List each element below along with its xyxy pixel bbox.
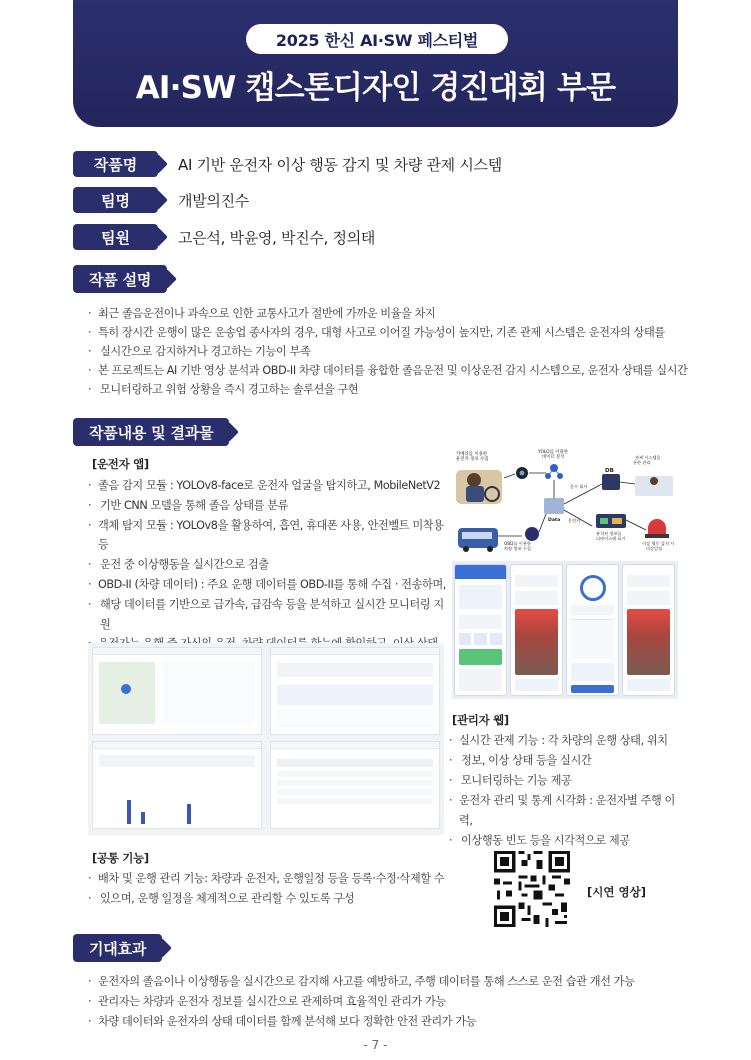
list-item	[88, 496, 448, 516]
info-value: AI 기반 운전자 이상 행동 감지 및 차량 관제 시스템	[178, 155, 502, 174]
list-item: · 본 프로젝트는 AI 기반 영상 분석과 OBD-II 차량 데이터를 융합한 졸음운전 및 이상운전 감지 시스템으로, 운전자 상태를 실시간	[88, 361, 688, 380]
list-item: · 차량 데이터와 운전자의 상태 데이터를 함께 분석해 보다 정확한 안전 관리가 가능	[88, 1012, 708, 1032]
driver-car-illustration	[456, 470, 502, 504]
phone-screenshots	[452, 561, 678, 699]
web-screen-list	[270, 647, 440, 735]
phone-screen-drive	[510, 564, 563, 696]
section-description-heading: 작품 설명	[73, 265, 167, 293]
demo-video-qr-code[interactable]	[494, 851, 570, 927]
web-screen-map	[92, 647, 262, 735]
section-results-heading: 작품내용 및 결과물	[73, 418, 229, 446]
list-item: · 졸음 감지 모듈 : YOLOv8-face로 운전자 얼굴을 탐지하고, MobileNetV2	[88, 476, 448, 496]
db-icon	[602, 474, 620, 490]
manager-label-2: 통한 관리	[633, 460, 651, 465]
info-row-title	[73, 150, 502, 178]
obd-icon	[525, 527, 539, 541]
list-item-cont: 운전 중 이상행동을 실시간으로 검출	[100, 558, 269, 572]
phone-screen-alert	[622, 564, 675, 696]
common-title: [공통 기능]	[92, 851, 149, 865]
list-item	[88, 555, 448, 575]
web-screen-table	[270, 741, 440, 829]
list-item	[449, 751, 684, 771]
page-title: AI·SW 캡스톤디자인 경진대회 부문	[135, 70, 616, 106]
list-item	[88, 380, 688, 399]
list-item: · 운전자 관리 및 통계 시각화 : 운전자별 주행 이력,	[449, 791, 684, 831]
list-item-cont: 모니터링하고 위험 상황을 즉시 경고하는 솔루션을 구현	[100, 383, 359, 396]
effects-list	[88, 972, 708, 1032]
phone-screen-home	[454, 564, 507, 696]
demo-video-label: [시연 영상]	[587, 885, 646, 899]
info-row-team	[73, 186, 249, 214]
list-item	[88, 889, 458, 909]
list-item	[88, 342, 688, 361]
obd-label-1: OBD를 이용한	[504, 541, 531, 546]
common-list	[88, 869, 458, 909]
list-item-cont: 모니터링하는 기능 제공	[461, 774, 572, 787]
list-item-cont: 정보, 이상 상태 등을 실시간	[461, 754, 592, 767]
alert-label-1: 이상 행동 감지 시	[642, 541, 675, 546]
alert-label-2: 비상알림	[646, 546, 663, 551]
list-item-cont: 해당 데이터를 기반으로 급가속, 급감속 등을 분석하고 실시간 모니터링 지원	[100, 597, 444, 631]
phone-screen-stats	[566, 564, 619, 696]
list-item: · 운전자의 졸음이나 이상행동을 실시간으로 감지해 사고를 예방하고, 주행 데이터를 통해 스스로 운전 습관 개선 가능	[88, 972, 708, 992]
page-number: - 7 -	[363, 1038, 388, 1052]
info-value: 개발의진수	[178, 191, 249, 210]
info-row-members	[73, 223, 375, 251]
list-item-cont: 이상행동 빈도 등을 시각적으로 제공	[461, 834, 630, 847]
obd-label-2: 차량 정보 수집	[504, 546, 531, 551]
data-label: Data	[548, 518, 561, 523]
list-item	[88, 595, 448, 635]
driver-label: 운전자	[568, 518, 581, 523]
list-item: · 객체 탐지 모듈 : YOLOv8을 활용하여, 흡연, 휴대폰 사용, 안전벨트 미착용 등	[88, 516, 448, 556]
admin-web-title: [관리자 웹]	[452, 713, 509, 727]
festival-pill: 2025 한신 AI·SW 페스티벌	[246, 24, 508, 54]
description-list	[88, 304, 688, 399]
list-item: · 최근 졸음운전이나 과속으로 인한 교통사고가 절반에 가까운 비율을 차지	[88, 304, 688, 323]
admin-web-list	[449, 731, 684, 851]
info-value: 고은석, 박윤영, 박진수, 정의태	[178, 228, 376, 247]
data-box-icon	[544, 498, 564, 514]
dash-label-2: 디바이스에 표시	[596, 536, 626, 541]
yolo-label-2: 데이터 분석	[542, 455, 565, 460]
web-screenshots	[88, 643, 444, 835]
send-label: 운수 회사	[570, 484, 588, 489]
cam-label-2: 운전자 정보 수집	[456, 457, 489, 462]
system-diagram	[452, 448, 678, 560]
db-label: DB	[605, 468, 614, 474]
list-item: · 실시간 관제 기능 : 각 차량의 운행 상태, 위치	[449, 731, 684, 751]
web-screen-chart	[92, 741, 262, 829]
list-item: · 관리자는 차량과 운전자 정보를 실시간으로 관제하며 효율적인 관리가 가능	[88, 992, 708, 1012]
dash-label-1: 분석된 정보를	[596, 531, 622, 536]
list-item	[449, 771, 684, 791]
info-label: 팀명	[73, 187, 158, 213]
info-label: 팀원	[73, 224, 158, 250]
list-item-cont: 기반 CNN 모델을 통해 졸음 상태를 분류	[100, 498, 288, 512]
list-item-cont: 있으며, 운행 일정을 체계적으로 관리할 수 있도록 구성	[100, 892, 355, 905]
section-effects-heading: 기대효과	[73, 934, 162, 962]
manager-label-1: 관제 시스템을	[635, 455, 661, 460]
list-item: · 특히 장시간 운행이 많은 운송업 종사자의 경우, 대형 사고로 이어질 가능성이 높지만, 기존 관제 시스템은 운전자의 상태를	[88, 323, 688, 342]
info-label: 작품명	[73, 151, 158, 177]
list-item: · OBD-II (차량 데이터) : 주요 운행 데이터를 OBD-II를 통해 수집 · 전송하며,	[88, 575, 448, 595]
list-item-cont: 실시간으로 감지하거나 경고하는 기능이 부족	[100, 345, 311, 358]
yolo-label-1: YOLO를 이용한	[538, 450, 569, 455]
list-item: · 배차 및 운행 관리 기능: 차량과 운전자, 운행일정 등을 등록·수정·삭제할 수	[88, 869, 458, 889]
driver-app-title: [운전자 앱]	[92, 457, 149, 471]
list-item	[449, 831, 684, 851]
cam-label-1: 카메라를 이용한	[456, 452, 488, 457]
